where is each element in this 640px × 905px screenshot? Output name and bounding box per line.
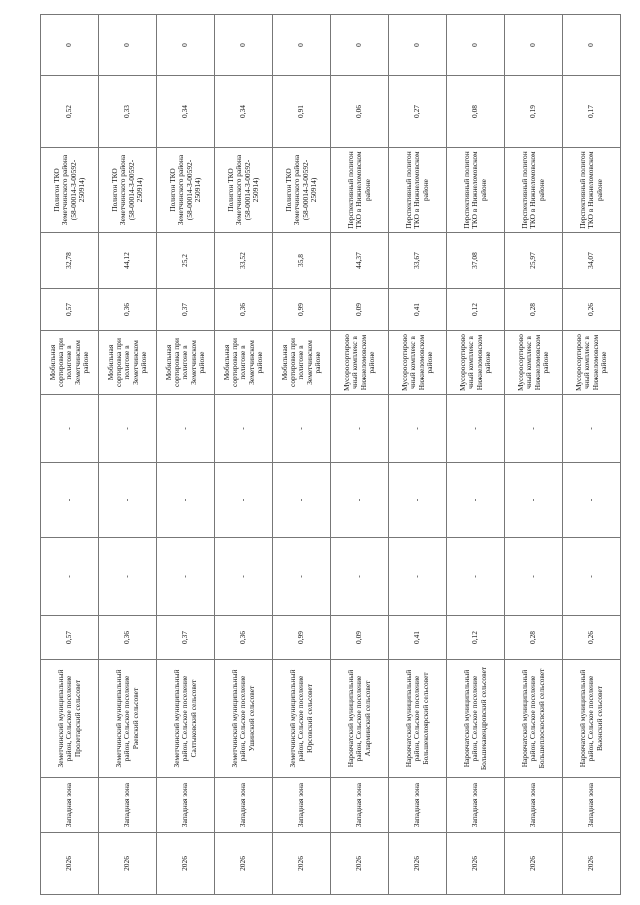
processed-volume-cell: 0,12 — [447, 289, 505, 331]
volume-cell: 0,99 — [273, 616, 331, 660]
facility-cell: Мобильная сортировка при полигоне в Земетчинском районе — [273, 331, 331, 395]
disposal-volume-cell: 0,34 — [157, 76, 215, 148]
dash-cell: - — [389, 463, 447, 538]
remainder-cell: 0 — [273, 15, 331, 76]
district-cell: Наровчатский муниципальный район, Сельское поселение Аларминский сельсовет — [331, 660, 389, 778]
distance-cell: 32,78 — [41, 233, 99, 289]
year-cell: 2026 — [41, 833, 99, 895]
volume-cell: 0,28 — [505, 616, 563, 660]
distance-cell: 35,8 — [273, 233, 331, 289]
volume-cell: 0,09 — [331, 616, 389, 660]
destination-cell: Полигон ТКО Земетчинского района (58-00014-З-00592-250914) — [157, 148, 215, 233]
dash-cell: - — [41, 463, 99, 538]
volume-cell: 0,26 — [563, 616, 621, 660]
district-cell: Наровчатский муниципальный район, Сельское поселение Большеколоярский сельсовет — [389, 660, 447, 778]
district-cell: Наровчатский муниципальный район, Сельское поселение Большеплоскосвский сельсовет — [505, 660, 563, 778]
disposal-volume-cell: 0,06 — [331, 76, 389, 148]
distance-cell: 37,08 — [447, 233, 505, 289]
processed-volume-cell: 0,36 — [99, 289, 157, 331]
remainder-cell: 0 — [563, 15, 621, 76]
remainder-cell: 0 — [99, 15, 157, 76]
year-cell: 2026 — [215, 833, 273, 895]
year-cell: 2026 — [389, 833, 447, 895]
distance-cell: 44,12 — [99, 233, 157, 289]
remainder-cell: 0 — [447, 15, 505, 76]
dash-cell: - — [157, 538, 215, 616]
year-cell: 2026 — [505, 833, 563, 895]
remainder-cell: 0 — [41, 15, 99, 76]
year-cell: 2026 — [331, 833, 389, 895]
table-row — [447, 15, 505, 895]
dash-cell: - — [99, 463, 157, 538]
dash-cell: - — [331, 395, 389, 463]
dash-cell: - — [505, 538, 563, 616]
dash-cell: - — [331, 463, 389, 538]
processed-volume-cell: 0,57 — [41, 289, 99, 331]
disposal-volume-cell: 0,91 — [273, 76, 331, 148]
dash-cell: - — [505, 395, 563, 463]
dash-cell: - — [505, 463, 563, 538]
volume-cell: 0,37 — [157, 616, 215, 660]
district-cell: Земетчинский муниципальный район, Сельское поселение Юрсовский сельсовет — [273, 660, 331, 778]
dash-cell: - — [157, 395, 215, 463]
dash-cell: - — [41, 538, 99, 616]
table-row — [273, 15, 331, 895]
destination-cell: Полигон ТКО Земетчинского района (58-00014-З-00592-250914) — [41, 148, 99, 233]
zone-cell: Западная зона — [447, 778, 505, 833]
zone-cell: Западная зона — [41, 778, 99, 833]
dash-cell: - — [389, 538, 447, 616]
destination-cell: Перспективный полигон ТКО в Нижнеломовском районе — [447, 148, 505, 233]
dash-cell: - — [447, 463, 505, 538]
processed-volume-cell: 0,99 — [273, 289, 331, 331]
district-cell: Земетчинский муниципальный район, Сельское поселение Раевский сельсовет — [99, 660, 157, 778]
destination-cell: Полигон ТКО Земетчинского района (58-00014-З-00592-250914) — [273, 148, 331, 233]
distance-cell: 33,52 — [215, 233, 273, 289]
dash-cell: - — [389, 395, 447, 463]
facility-cell: Мусоросортировочный комплекс в Нижнеломовском районе — [331, 331, 389, 395]
zone-cell: Западная зона — [273, 778, 331, 833]
remainder-cell: 0 — [157, 15, 215, 76]
table-row — [389, 15, 447, 895]
zone-cell: Западная зона — [389, 778, 447, 833]
table-row — [215, 15, 273, 895]
volume-cell: 0,12 — [447, 616, 505, 660]
remainder-cell: 0 — [389, 15, 447, 76]
zone-cell: Западная зона — [563, 778, 621, 833]
zone-cell: Западная зона — [505, 778, 563, 833]
distance-cell: 25,2 — [157, 233, 215, 289]
dash-cell: - — [215, 395, 273, 463]
destination-cell: Перспективный полигон ТКО в Нижнеломовском районе — [505, 148, 563, 233]
volume-cell: 0,36 — [215, 616, 273, 660]
facility-cell: Мусоросортировочный комплекс в Нижнеломовском районе — [447, 331, 505, 395]
dash-cell: - — [215, 463, 273, 538]
disposal-volume-cell: 0,08 — [447, 76, 505, 148]
disposal-volume-cell: 0,17 — [563, 76, 621, 148]
district-cell: Земетчинский муниципальный район, Сельское поселение Салтыковский сельсовет — [157, 660, 215, 778]
waste-objects-table — [40, 14, 621, 895]
distance-cell: 33,67 — [389, 233, 447, 289]
remainder-cell: 0 — [215, 15, 273, 76]
facility-cell: Мусоросортировочный комплекс в Нижнеломовском районе — [389, 331, 447, 395]
dash-cell: - — [157, 463, 215, 538]
processed-volume-cell: 0,26 — [563, 289, 621, 331]
remainder-cell: 0 — [331, 15, 389, 76]
dash-cell: - — [215, 538, 273, 616]
table-row — [41, 15, 99, 895]
distance-cell: 44,37 — [331, 233, 389, 289]
zone-cell: Западная зона — [157, 778, 215, 833]
zone-cell: Западная зона — [99, 778, 157, 833]
processed-volume-cell: 0,36 — [215, 289, 273, 331]
volume-cell: 0,41 — [389, 616, 447, 660]
disposal-volume-cell: 0,19 — [505, 76, 563, 148]
table-row — [563, 15, 621, 895]
disposal-volume-cell: 0,27 — [389, 76, 447, 148]
district-cell: Наровчатский муниципальный район, Сельское поселение Большекавендровский сельсовет — [447, 660, 505, 778]
facility-cell: Мобильная сортировка при полигоне в Земетчинском районе — [41, 331, 99, 395]
dash-cell: - — [273, 395, 331, 463]
year-cell: 2026 — [447, 833, 505, 895]
dash-cell: - — [99, 395, 157, 463]
dash-cell: - — [447, 395, 505, 463]
district-cell: Земетчинский муниципальный район, Сельское поселение Ушинский сельсовет — [215, 660, 273, 778]
dash-cell: - — [447, 538, 505, 616]
disposal-volume-cell: 0,34 — [215, 76, 273, 148]
destination-cell: Перспективный полигон ТКО в Нижнеломовском районе — [331, 148, 389, 233]
facility-cell: Мобильная сортировка при полигоне в Земетчинском районе — [157, 331, 215, 395]
dash-cell: - — [563, 538, 621, 616]
volume-cell: 0,36 — [99, 616, 157, 660]
dash-cell: - — [99, 538, 157, 616]
zone-cell: Западная зона — [331, 778, 389, 833]
processed-volume-cell: 0,28 — [505, 289, 563, 331]
facility-cell: Мобильная сортировка при полигоне в Земетчинском районе — [99, 331, 157, 395]
year-cell: 2026 — [99, 833, 157, 895]
district-cell: Наровчатский муниципальный район, Сельское поселение Вьюнский сельсовет — [563, 660, 621, 778]
dash-cell: - — [563, 395, 621, 463]
district-cell: Земетчинский муниципальный район, Сельское поселение Пролетарский сельсовет — [41, 660, 99, 778]
destination-cell: Полигон ТКО Земетчинского района (58-00014-З-00592-250914) — [215, 148, 273, 233]
dash-cell: - — [563, 463, 621, 538]
table-row — [505, 15, 563, 895]
zone-cell: Западная зона — [215, 778, 273, 833]
year-cell: 2026 — [157, 833, 215, 895]
remainder-cell: 0 — [505, 15, 563, 76]
facility-cell: Мусоросортировочный комплекс в Нижнеломовском районе — [505, 331, 563, 395]
volume-cell: 0,57 — [41, 616, 99, 660]
distance-cell: 34,07 — [563, 233, 621, 289]
processed-volume-cell: 0,41 — [389, 289, 447, 331]
table-row — [157, 15, 215, 895]
facility-cell: Мобильная сортировка при полигоне в Земетчинском районе — [215, 331, 273, 395]
processed-volume-cell: 0,09 — [331, 289, 389, 331]
table-row — [99, 15, 157, 895]
distance-cell: 25,97 — [505, 233, 563, 289]
processed-volume-cell: 0,37 — [157, 289, 215, 331]
disposal-volume-cell: 0,52 — [41, 76, 99, 148]
table-row — [331, 15, 389, 895]
rotated-table-wrapper — [40, 15, 620, 895]
dash-cell: - — [273, 463, 331, 538]
disposal-volume-cell: 0,33 — [99, 76, 157, 148]
destination-cell: Перспективный полигон ТКО в Нижнеломовском районе — [563, 148, 621, 233]
table-body — [41, 15, 621, 895]
dash-cell: - — [273, 538, 331, 616]
dash-cell: - — [331, 538, 389, 616]
year-cell: 2026 — [273, 833, 331, 895]
dash-cell: - — [41, 395, 99, 463]
facility-cell: Мусоросортировочный комплекс в Нижнеломовском районе — [563, 331, 621, 395]
year-cell: 2026 — [563, 833, 621, 895]
destination-cell: Перспективный полигон ТКО в Нижнеломовском районе — [389, 148, 447, 233]
destination-cell: Полигон ТКО Земетчинского района (58-00014-З-00592-250914) — [99, 148, 157, 233]
